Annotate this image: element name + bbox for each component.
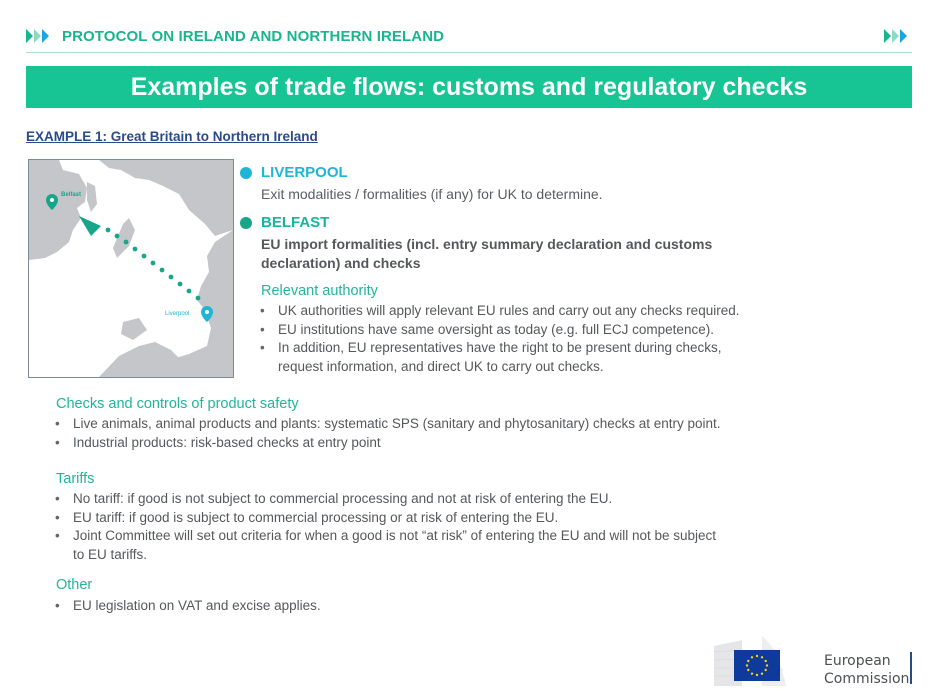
route-arrowhead — [79, 216, 101, 236]
list-item: • EU tariff: if good is subject to commercial processing or at risk of entering the EU. — [52, 509, 716, 528]
triple-chevron-right-icon — [884, 29, 910, 43]
location-name: BELFAST — [261, 214, 330, 231]
map-graphic — [29, 160, 233, 377]
list-item: • No tariff: if good is not subject to commercial processing and not at risk of entering the EU. — [52, 490, 716, 509]
tariffs-list — [52, 490, 716, 564]
relevant-authority-heading: Relevant authority — [261, 283, 378, 299]
eu-flag-icon — [734, 650, 780, 681]
description-line: EU import formalities (incl. entry summary declaration and customs — [261, 236, 713, 252]
list-item: • EU institutions have same oversight as today (e.g. full ECJ competence). — [257, 321, 739, 340]
location-name: LIVERPOOL — [261, 164, 348, 181]
product-safety-list — [52, 415, 721, 452]
list-item: • Joint Committee will set out criteria for when a good is not “at risk” of entering the EU and will not be subject — [52, 527, 716, 546]
list-item: • In addition, EU representatives have the right to be present during checks, — [257, 339, 739, 358]
route-map — [28, 159, 234, 378]
example-title: EXAMPLE 1: Great Britain to Northern Ireland — [26, 129, 318, 144]
ec-wordmark-line2: Commission — [824, 671, 910, 687]
triple-chevron-right-icon — [26, 29, 52, 43]
header — [26, 24, 912, 53]
slide-title-banner: Examples of trade flows: customs and regulatory checks — [26, 66, 912, 108]
liverpool-map-label: Liverpool — [165, 311, 190, 317]
liverpool-dot-icon — [240, 167, 252, 179]
tariffs-heading: Tariffs — [56, 471, 95, 487]
list-item-continued: to EU tariffs. — [73, 546, 148, 562]
other-list — [52, 597, 321, 616]
ireland-landmass — [29, 160, 87, 260]
relevant-authority-list — [257, 302, 739, 376]
location-description — [261, 235, 712, 272]
ec-building-graphic — [712, 630, 812, 690]
list-item: • UK authorities will apply relevant EU rules and carry out any checks required. — [257, 302, 739, 321]
ec-wordmark-line1: European — [824, 653, 891, 669]
belfast-dot-icon — [240, 217, 252, 229]
list-item: • EU legislation on VAT and excise applies. — [52, 597, 321, 616]
other-heading: Other — [56, 577, 93, 593]
belfast-map-label: Belfast — [61, 192, 82, 198]
scotland-landmass — [99, 160, 233, 236]
list-item-continued: request information, and direct UK to carry out checks. — [278, 358, 604, 374]
protocol-title: PROTOCOL ON IRELAND AND NORTHERN IRELAND — [62, 28, 445, 45]
list-item: • Live animals, animal products and plants: systematic SPS (sanitary and phytosanitary) checks at entry point. — [52, 415, 721, 434]
ec-divider-bar — [910, 652, 912, 684]
list-item: • Industrial products: risk-based checks at entry point — [52, 434, 721, 453]
location-description: Exit modalities / formalities (if any) for UK to determine. — [261, 186, 603, 202]
european-commission-logo — [712, 630, 912, 690]
ec-wordmark — [824, 652, 909, 688]
description-line: declaration) and checks — [261, 254, 421, 271]
product-safety-heading: Checks and controls of product safety — [56, 396, 299, 412]
